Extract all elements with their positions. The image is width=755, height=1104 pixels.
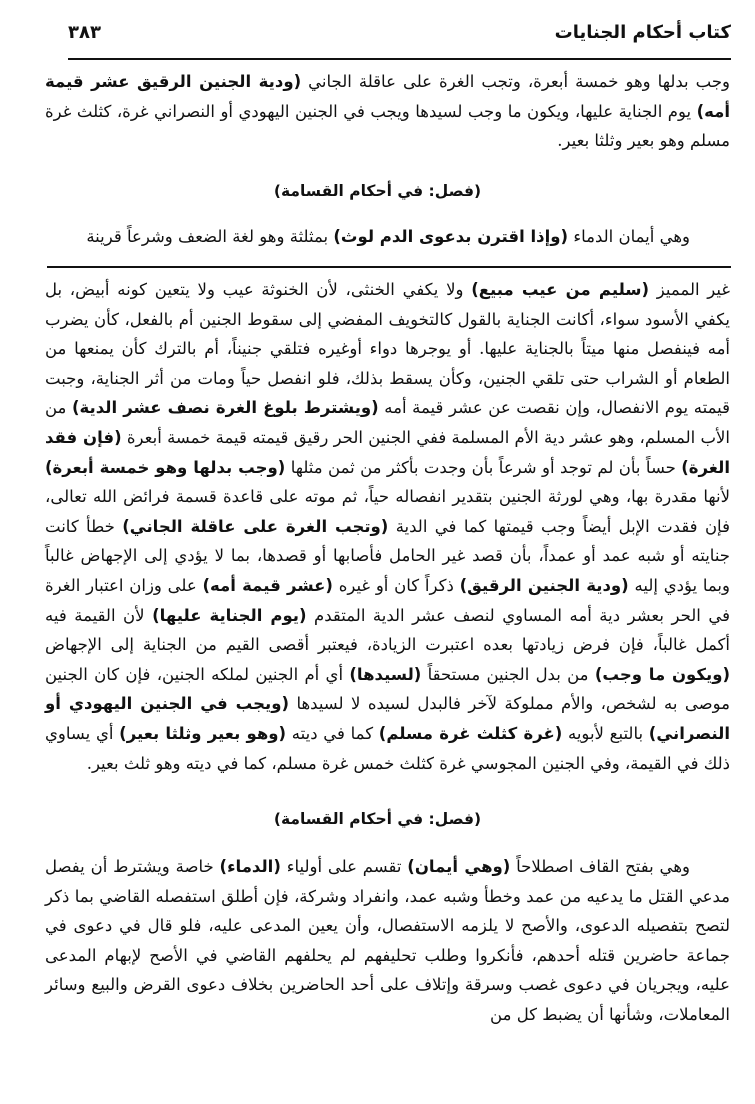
page-header (68, 14, 731, 58)
matn-quote: (وهي أيمان) (407, 857, 511, 876)
matn-quote: (الدماء) (219, 857, 281, 876)
matn-quote: (عشر قيمة أمه) (202, 575, 333, 595)
text-run: ولا يكفي الخنثى، لأن الخنوثة عيب ولا يتعين كونه أبيض، بل يكفي الأسود سواء، أكانت الجناية بالقول كالتخويف المفضي إلى سقوط الجنين أم بالفعل، كأن يضرب أمه فينفصل منها ميتاً بالجناية عليها. أو يوجرها دواء أوغيره فتلقي جنيناً، أم بالترك كأن يمنعها من الطعام أو الشراب حتى تلقي الجنين، وكأن يسقط بذلك، فلو انفصل حياً ومات من أثر الجناية، وجبت قيمته يوم الانفصال، وإن نقصت عن عشر قيمة أمه (45, 280, 730, 418)
rich-text (45, 222, 730, 252)
matn-paragraph-2 (45, 222, 730, 252)
text-run: على وزان اعتبار الغرة في الحر بعشر دية أمه المساوي لنصف عشر الدية المتقدم (45, 575, 730, 625)
matn-quote: (وإذا اقترن بدعوى الدم لوث) (333, 227, 569, 246)
matn-quote: (فإن فقد الغرة) (45, 427, 730, 477)
commentary-paragraph-1 (45, 275, 730, 778)
matn-quote: (ودية الجنين الرقيق) (459, 575, 629, 595)
running-title: كتاب أحكام الجنايات (554, 22, 731, 43)
header-rule (68, 58, 731, 60)
text-run: لأنها مقدرة بها، وهي لورثة الجنين بتقدير انفصاله حياً، ثم موته على قاعدة قسمة فرائض الله تعالى، فإن فقدت الإبل أيضاً وجب قيمتها كما في الدية (45, 487, 730, 536)
text-run: وهي بفتح القاف اصطلاحاً (510, 857, 690, 876)
text-run: من الأب المسلم، وهو عشر دية الأم المسلمة ففي الجنين الحر رقيق قيمته قيمة خمسة أبعرة (45, 398, 730, 447)
matn-quote: (وهو بعير وثلثا بعير) (119, 723, 287, 743)
matn-quote: (سليم من عيب مبيع) (471, 280, 650, 299)
page-number: ٣٨٣ (68, 22, 101, 43)
matn-quote: (غرة كثلث غرة مسلم) (378, 723, 563, 743)
text-run: لأن القيمة فيه أكمل غالباً، فإن فرض زيادتها بعده اعتبرت الزيادة، فيعتبر أقصى القيم من الجناية إلى الإجهاض (45, 605, 730, 655)
rich-text (45, 275, 730, 778)
matn-quote: (لسيدها) (349, 664, 422, 684)
text-run: من بدل الجنين مستحقاً (421, 664, 595, 684)
matn-quote: (وتجب الغرة على عاقلة الجاني) (122, 516, 389, 536)
text-run: وجب بدلها وهو خمسة أبعرة، وتجب الغرة على عاقلة الجاني (301, 72, 731, 91)
matn-quote: (ويكون ما وجب) (594, 664, 730, 684)
commentary-paragraph-2 (45, 852, 730, 1030)
text-run: حساً بأن لم توجد أو شرعاً بأن وجدت بأكثر من ثمن مثلها (285, 457, 682, 477)
text-run: كما في ديته (286, 723, 379, 743)
commentary-section-heading: (فصل: في أحكام القسامة) (273, 810, 482, 828)
text-run: غير المميز (649, 280, 730, 299)
matn-quote: (ودية الجنين الرقيق عشر قيمة أمه) (45, 72, 730, 121)
rich-text (45, 67, 730, 156)
text-run: يوم الجناية عليها، ويكون ما وجب لسيدها ويجب في الجنين اليهودي أو النصراني غرة، كثلث غرة مسلم وهو بعير وثلثا بعير. (45, 101, 730, 151)
matn-quote: (ويشترط بلوغ الغرة نصف عشر الدية) (72, 398, 379, 418)
matn-quote: (وجب بدلها وهو خمسة أبعرة) (45, 457, 286, 477)
text-run: تقسم على أولياء (280, 857, 408, 876)
text-run: ذكراً كان أو غيره (332, 575, 460, 595)
text-run: أي أم الجنين لملكه الجنين، فإن كان الجنين موصى به لشخص، والأم مملوكة لآخر فالبدل لسيده لا لسيدها (45, 664, 730, 714)
rich-text (45, 852, 730, 1030)
text-run: خطأ كانت جنايته أو شبه عمد أو عمداً، بأن قصد غير الحامل فأصابها أو قصدها، بما لا يؤدي إلى الإجهاض غالباً وبما يؤدي إليه (45, 516, 730, 595)
text-run: وهي أيمان الدماء (568, 227, 690, 246)
text-run: بالتبع لأبويه (562, 723, 649, 743)
matn-quote: (يوم الجناية عليها) (152, 605, 307, 625)
commentary-separator-rule (47, 266, 731, 268)
matn-quote: (ويجب في الجنين اليهودي أو النصراني) (45, 694, 730, 743)
text-run: أي يساوي ذلك في القيمة، وفي الجنين المجوسي غرة كثلث خمس غرة مسلم، كما في ديته وهو ثلث بعير. (45, 723, 730, 773)
matn-section-heading: (فصل: في أحكام القسامة) (273, 182, 482, 200)
text-run: خاصة ويشترط أن يفصل مدعي القتل ما يدعيه من عمد وخطأ وشبه عمد، وانفراد وشركة، فإن أطلق استفصله القاضي بما ذكر لتصح بتفصيله الدعوى، والأصح لا يلزمه الاستفصال، وأن يعين المدعى عليه، فلو قال في دعوى في جماعة حاضرين قتله أحدهم، فأنكروا وطلب تحليفهم لم يحلفهم القاضي في الأصح لإبهام المدعى عليه، ويجريان في دعوى غصب وسرقة وإتلاف على أحد الحاضرين بخلاف دعوى القرض والبيع وسائر المعاملات، وشأنها أن يضبط كل من (45, 857, 730, 1024)
matn-paragraph-1 (45, 67, 730, 156)
text-run: بمثلثة وهو لغة الضعف وشرعاً قرينة (86, 227, 334, 246)
